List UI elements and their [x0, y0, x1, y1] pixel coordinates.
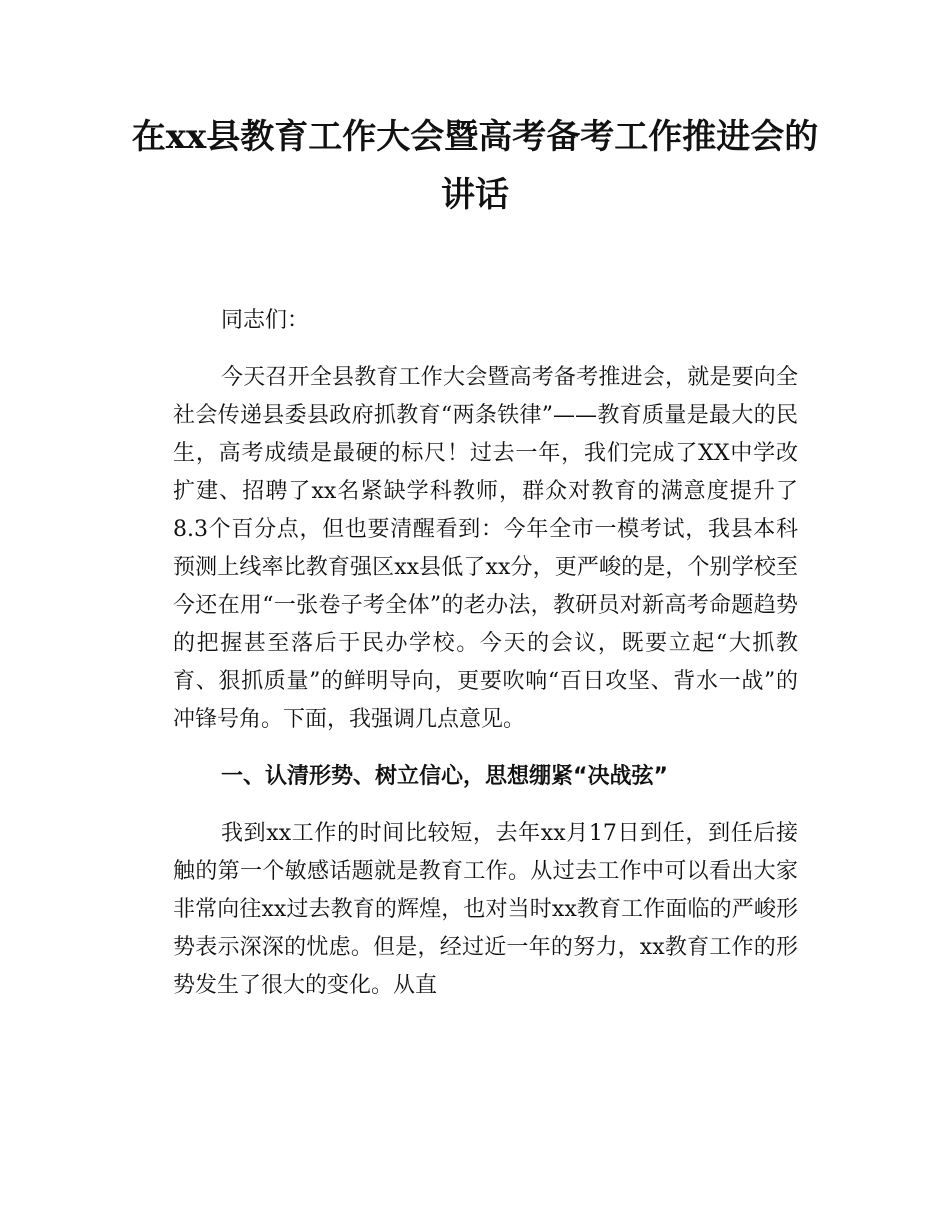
- salutation: 同志们：: [221, 308, 310, 333]
- paragraph-intro: 今天召开全县教育工作大会暨高考备考推进会，就是要向全社会传递县委县政府抓教育“两条铁律”——教育质量是最大的民生，高考成绩是最硬的标尺！过去一年，我们完成了XX中学改扩建、招聘了xx名紧缺学科教师，群众对教育的满意度提升了8.3个百分点，但也要清醒看到：今年全市一模考试，我县本科预测上线率比教育强区xx县低了xx分，更严峻的是，个别学校至今还在用“一张卷子考全体”的老办法，教研员对新高考命题趋势的把握甚至落后于民办学校。今天的会议，既要立起“大抓教育、狠抓质量”的鲜明导向，更要吹响“百日攻坚、背水一战”的冲锋号角。下面，我强调几点意见。: [173, 365, 798, 732]
- section-heading-1: 一、认清形势、树立信心，思想绷紧“决战弦”: [221, 764, 668, 789]
- paragraph-section-1: 我到xx工作的时间比较短，去年xx月17日到任，到任后接触的第一个敏感话题就是教育工作。从过去工作中可以看出大家非常向往xx过去教育的辉煌，也对当时xx教育工作面临的严峻形势表示深深的忧虑。但是，经过近一年的努力，xx教育工作的形势发生了很大的变化。从直: [173, 821, 798, 998]
- document-title: 在xx县教育工作大会暨高考备考工作推进会的讲话: [131, 117, 819, 215]
- document-body: [173, 302, 798, 1024]
